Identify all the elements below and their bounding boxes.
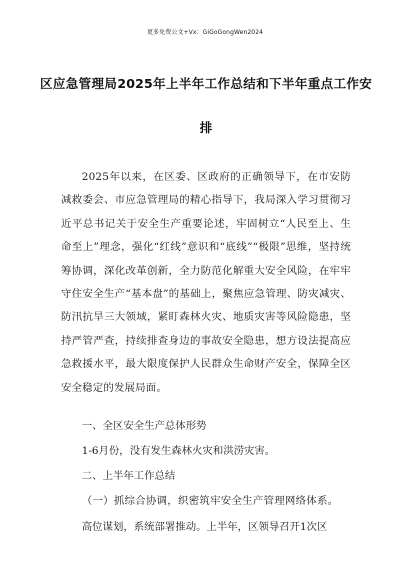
document-title: 区应急管理局2025年上半年工作总结和下半年重点工作安 (40, 76, 372, 91)
section-2-heading: 二、上半年工作总结 (81, 470, 176, 482)
section-2-text: 高位谋划，系统部署推动。上半年，区领导召开1次区 (81, 521, 328, 533)
document-title-continuation: 排 (199, 120, 213, 135)
section-2-subheading: （一）抓综合协调，织密筑牢安全生产管理网络体系。 (81, 495, 339, 507)
section-1-heading: 一、全区安全生产总体形势 (81, 420, 207, 432)
section-1-text: 1-6月份，没有发生森林火灾和洪涝灾害。 (81, 445, 276, 457)
header-note: 更多免费公文+Vx：GiGoGongWen2024 (146, 29, 264, 36)
intro-paragraph: 2025年以来，在区委、区政府的正确领导下，在市安防减救委会、市应急管理局的精心指导下，我局深入学习贯彻习近平总书记关于安全生产重要论述，牢固树立“人民至上、生命至上”理念，强化“红线”意识和“底线”“极限”思维，坚持统筹协调，深化改革创新，全力防范化解重大安全风险，在牢牢守住安全生产“基本盘”的基础上，聚焦应急管理、防灾减灾、防汛抗旱三大领域，紧盯森林火灾、地质灾害等风险隐患，坚持严管严查，持续排查身边的事故安全隐患，想方设法提高应急救援水平，最大限度保护人民群众生命财产安全，保障全区安全稳定的发展局面。 (61, 171, 351, 394)
